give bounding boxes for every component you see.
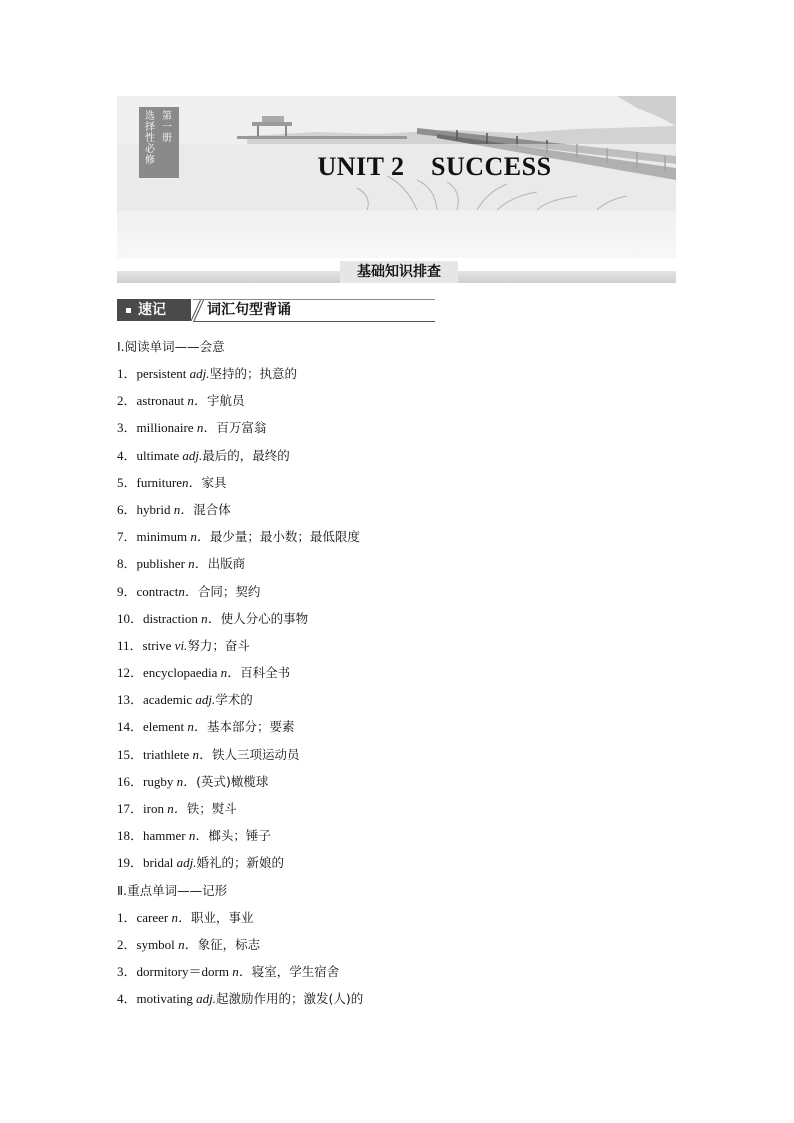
vocab-word: rugby: [143, 773, 177, 789]
vocab-item: [117, 390, 677, 417]
vocab-meaning: 最后的，最终的: [202, 447, 290, 463]
vocab-part-of-speech: vi.: [174, 637, 188, 653]
vocab-number: 4．: [117, 991, 137, 1007]
vocab-word: contract: [136, 583, 179, 599]
vocab-part-of-speech: n．: [173, 501, 194, 517]
part1-heading: Ⅰ.阅读单词——会意: [117, 339, 225, 354]
vocab-part-of-speech: adj.: [189, 366, 210, 381]
vocab-item: [117, 771, 677, 798]
vocab-item: [117, 363, 677, 390]
volume-tag-right: 第一册: [162, 111, 172, 144]
vocab-part-of-speech: adj.: [195, 692, 216, 708]
vocab-meaning: 合同；契约: [197, 583, 261, 599]
vocab-meaning: 出版商: [207, 556, 246, 572]
vocab-part-of-speech: n．: [192, 746, 212, 762]
vocab-item: [117, 526, 677, 553]
vocab-part-of-speech: n．: [167, 801, 187, 816]
vocab-item: [117, 934, 677, 961]
vocab-meaning: 家具: [201, 474, 227, 490]
section-title: 基础知识排查: [340, 261, 458, 283]
vocab-meaning: 寝室，学生宿舍: [251, 963, 340, 979]
vocab-number: 19．: [117, 855, 144, 871]
vocab-part-of-speech: n．: [171, 909, 192, 925]
vocab-meaning: 基本部分；要素: [206, 719, 295, 735]
vocab-meaning: 起激励作用的；激发(人)的: [215, 991, 364, 1007]
vocab-meaning: 宇航员: [206, 393, 245, 409]
vocab-meaning: 铁人三项运动员: [211, 746, 300, 762]
vocab-item: [117, 716, 677, 743]
unit-title: UNIT 2 SUCCESS: [317, 152, 552, 181]
vocab-word: iron: [143, 801, 168, 816]
vocab-number: 18．: [117, 828, 144, 844]
subheader-tag: [117, 299, 191, 321]
vocab-meaning: 百万富翁: [216, 420, 267, 436]
vocab-part-of-speech: n．: [187, 393, 207, 409]
vocab-number: 12．: [117, 665, 144, 681]
vocab-number: 6．: [117, 501, 137, 517]
vocab-part-of-speech: n．: [178, 936, 198, 952]
vocab-item: [117, 608, 677, 635]
vocab-word: motivating: [136, 991, 197, 1007]
vocab-word: encyclopaedia: [143, 665, 221, 681]
vocab-item: [117, 907, 677, 934]
vocab-item: [117, 662, 677, 689]
vocab-word: persistent: [136, 366, 190, 381]
vocab-part-of-speech: adj.: [196, 991, 216, 1007]
vocab-meaning: 榔头；锤子: [208, 828, 271, 844]
vocab-number: 1．: [117, 909, 137, 925]
vocab-meaning: 努力；奋斗: [187, 637, 250, 653]
vocab-number: 10．: [117, 610, 144, 626]
vocab-meaning: (英式)橄榄球: [196, 773, 269, 789]
vocab-part-of-speech: n．: [188, 556, 208, 572]
vocab-part-of-speech: n．: [178, 583, 198, 599]
vocab-number: 15．: [117, 746, 144, 762]
vocab-number: 1．: [117, 366, 137, 381]
vocab-number: 16．: [117, 773, 144, 789]
vocab-item: [117, 445, 677, 472]
vocab-number: 11．: [117, 637, 143, 653]
vocab-number: 4．: [117, 447, 137, 463]
vocab-item: [117, 798, 677, 825]
vocabulary-list: [117, 336, 677, 1015]
vocab-part-of-speech: adj.: [176, 855, 197, 871]
vocab-item: [117, 417, 677, 444]
vocab-item: [117, 581, 677, 608]
vocab-meaning: 使人分心的事物: [220, 610, 309, 626]
vocab-word: academic: [143, 692, 196, 708]
vocab-part-of-speech: n．: [190, 529, 210, 545]
vocab-part-of-speech: adj.: [182, 447, 203, 463]
vocab-word: bridal: [143, 855, 177, 871]
vocab-number: 13．: [117, 692, 144, 708]
vocab-part-of-speech: n．: [201, 610, 221, 626]
vocab-item: [117, 961, 677, 988]
vocab-item: [117, 472, 677, 499]
vocab-meaning: 百科全书: [240, 665, 291, 681]
vocab-meaning: 婚礼的；新娘的: [196, 855, 284, 871]
subheader-title: 词汇句型背诵: [207, 302, 291, 318]
part2-heading: Ⅱ.重点单词——记形: [117, 882, 228, 898]
vocab-number: 8．: [117, 556, 137, 572]
vocab-word: ultimate: [136, 447, 183, 463]
vocab-number: 3．: [117, 420, 137, 436]
banner-bottom-band: [117, 210, 676, 258]
vocab-meaning: 铁；熨斗: [186, 801, 237, 816]
vocab-part-of-speech: n．: [232, 963, 252, 979]
vocab-item: [117, 852, 677, 879]
vocab-number: 5．: [117, 474, 137, 490]
vocab-word: distraction: [143, 610, 202, 626]
vocab-number: 3．: [117, 963, 137, 979]
vocab-meaning: 混合体: [193, 501, 231, 517]
vocab-part-of-speech: n．: [196, 420, 217, 436]
vocab-item: [117, 635, 677, 662]
vocab-item: [117, 744, 677, 771]
vocab-meaning: 坚持的；执意的: [209, 366, 297, 381]
vocab-item: [117, 553, 677, 580]
subheader-tag-label: 速记: [138, 302, 166, 318]
vocab-number: 17．: [117, 801, 144, 816]
vocab-number: 9．: [117, 583, 137, 599]
subheader-rule: [193, 321, 435, 322]
vocab-number: 2．: [117, 936, 137, 952]
vocab-item: [117, 499, 677, 526]
vocab-item: [117, 825, 677, 852]
vocab-meaning: 职业，事业: [191, 909, 254, 925]
vocab-word: publisher: [136, 556, 189, 572]
slash-divider-icon: [188, 298, 204, 322]
vocab-word: career: [136, 909, 172, 925]
vocab-word: minimum: [136, 529, 191, 545]
vocab-word: millionaire: [136, 420, 197, 436]
vocab-part-of-speech: n．: [176, 773, 197, 789]
vocab-word: astronaut: [136, 393, 188, 409]
square-bullet-icon: [126, 308, 131, 313]
vocab-word: hybrid: [136, 501, 174, 517]
vocab-number: 2．: [117, 393, 137, 409]
vocab-meaning: 学术的: [215, 692, 253, 708]
vocab-part-of-speech: n．: [187, 719, 207, 735]
vocab-word: symbol: [136, 936, 179, 952]
vocab-word: element: [143, 719, 188, 735]
vocab-word: dormitory＝dorm: [136, 963, 233, 979]
volume-tag-left: 选择性必修: [145, 111, 155, 166]
vocab-number: 14．: [117, 719, 144, 735]
vocab-meaning: 象征，标志: [197, 936, 261, 952]
vocab-word: strive: [142, 637, 175, 653]
vocab-meaning: 最少量；最小数；最低限度: [209, 529, 360, 545]
vocab-item: [117, 689, 677, 716]
vocab-word: furniture: [136, 474, 182, 490]
vocab-part-of-speech: n．: [188, 828, 209, 844]
vocab-word: triathlete: [143, 746, 193, 762]
vocab-part-of-speech: n．: [182, 474, 202, 490]
vocab-word: hammer: [143, 828, 189, 844]
vocab-item: [117, 988, 677, 1015]
vocab-part-of-speech: n．: [220, 665, 241, 681]
vocab-number: 7．: [117, 529, 137, 545]
